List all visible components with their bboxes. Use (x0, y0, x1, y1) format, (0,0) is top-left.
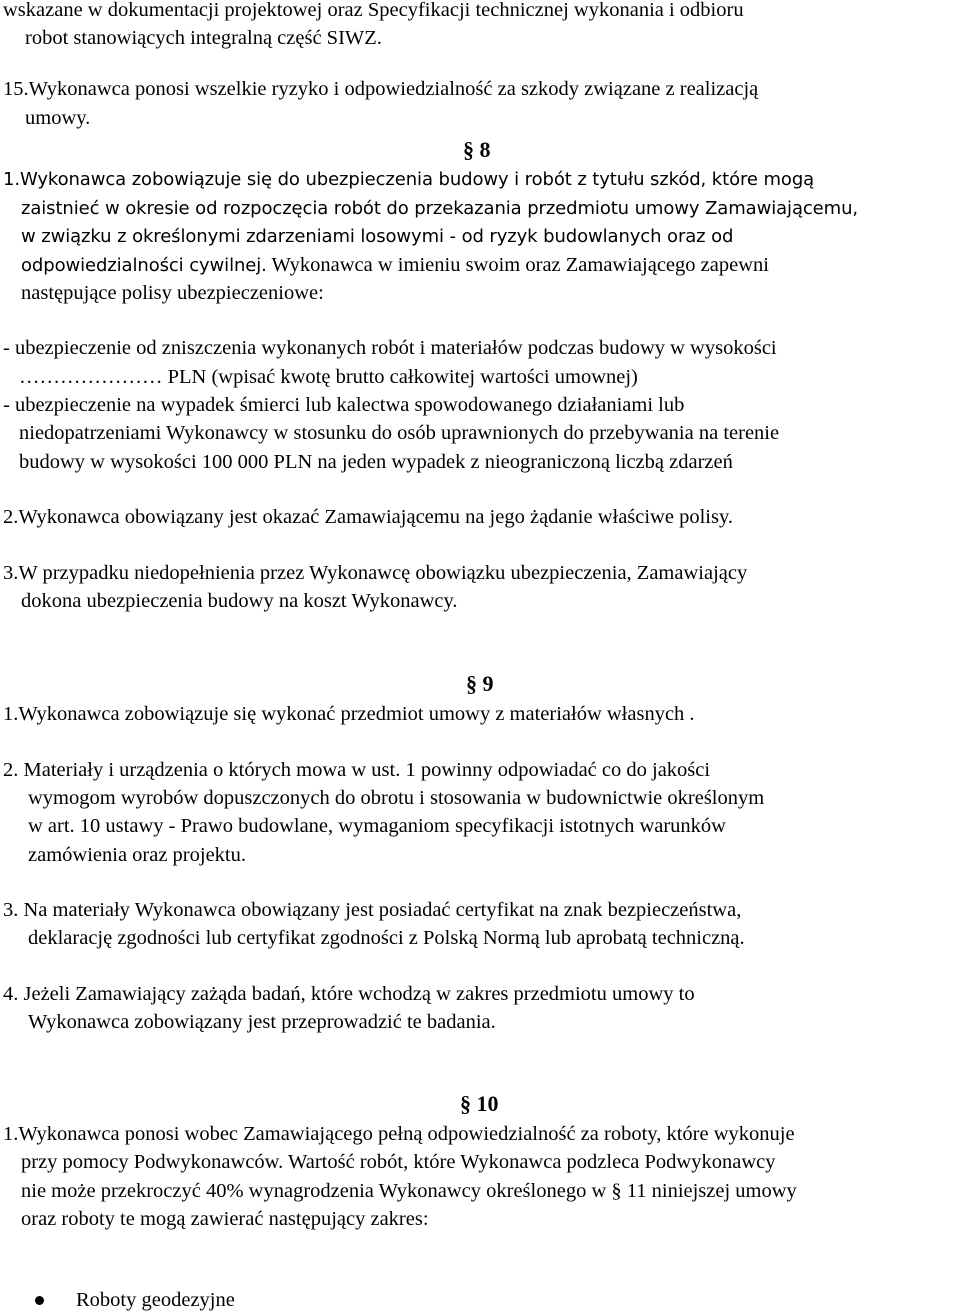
section-9-p4-line: Wykonawca zobowiązany jest przeprowadzić te badania. (28, 1011, 496, 1033)
section-9-p2-line: zamówienia oraz projektu. (28, 844, 247, 866)
section-8-p1-line-serif-part: Wykonawca w imieniu swoim oraz Zamawiającego zapewni (266, 254, 769, 276)
section-10-p1-line: przy pomocy Podwykonawców. Wartość robót, które Wykonawca podzleca Podwykonawcy (21, 1151, 776, 1173)
intro-line: wskazane w dokumentacji projektowej oraz Specyfikacji technicznej wykonania i odbioru (3, 0, 744, 21)
section-9-p3-line: 3. Na materiały Wykonawca obowiązany jest posiadać certyfikat na znak bezpieczeństwa, (3, 899, 742, 921)
intro-line: robot stanowiących integralną część SIWZ. (25, 27, 382, 49)
section-9-p3-line: deklarację zgodności lub certyfikat zgodności z Polską Normą lub aprobatą techniczną. (28, 927, 745, 949)
insurance-item-line: - ubezpieczenie od zniszczenia wykonanych robót i materiałów podczas budowy w wysokości (3, 337, 777, 359)
section-8-heading: § 8 (463, 137, 491, 162)
paragraph-15-line: umowy. (25, 107, 91, 129)
section-9-p1: 1.Wykonawca zobowiązuje się wykonać przedmiot umowy z materiałów własnych . (3, 703, 695, 725)
section-8-p1-line (21, 251, 769, 281)
section-8-p1-line: w związku z określonymi zdarzeniami losowymi - od ryzyk budowlanych oraz od (21, 226, 734, 247)
paragraph-15-line: 15.Wykonawca ponosi wszelkie ryzyko i odpowiedzialność za szkody związane z realizacją (3, 78, 759, 100)
section-8-p1-line: 1.Wykonawca zobowiązuje się do ubezpieczenia budowy i robót z tytułu szkód, które mogą (3, 169, 815, 190)
insurance-item-line: budowy w wysokości 100 000 PLN na jeden wypadek z nieograniczoną liczbą zdarzeń (19, 451, 733, 473)
section-9-p2-line: 2. Materiały i urządzenia o których mowa w ust. 1 powinny odpowiadać co do jakości (3, 759, 711, 781)
insurance-item-line: ………………… PLN (wpisać kwotę brutto całkowitej wartości umownej) (19, 366, 638, 388)
section-8-p3-line: 3.W przypadku niedopełnienia przez Wykonawcę obowiązku ubezpieczenia, Zamawiający (3, 562, 748, 584)
section-9-p2-line: w art. 10 ustawy - Prawo budowlane, wymaganiom specyfikacji istotnych warunków (28, 815, 726, 837)
section-10-p1-line: oraz roboty te mogą zawierać następujący zakres: (21, 1208, 429, 1230)
section-10-p1-line: nie może przekroczyć 40% wynagrodzenia Wykonawcy określonego w § 11 niniejszej umowy (21, 1180, 797, 1202)
section-8-p3-line: dokona ubezpieczenia budowy na koszt Wykonawcy. (21, 590, 458, 612)
list-item: Roboty geodezyjne (76, 1289, 235, 1311)
bullet-icon (35, 1296, 44, 1305)
insurance-item-line: - ubezpieczenie na wypadek śmierci lub kalectwa spowodowanego działaniami lub (3, 394, 685, 416)
section-8-p2: 2.Wykonawca obowiązany jest okazać Zamawiającemu na jego żądanie właściwe polisy. (3, 506, 734, 528)
section-8-p1-line-sans-part: odpowiedzialności cywilnej. (21, 255, 267, 276)
section-8-p1-line: następujące polisy ubezpieczeniowe: (21, 282, 324, 304)
section-8-p1-line: zaistnieć w okresie od rozpoczęcia robót do przekazania przedmiotu umowy Zamawiającemu, (21, 198, 859, 219)
section-9-p2-line: wymogom wyrobów dopuszczonych do obrotu i stosowania w budownictwie określonym (28, 787, 765, 809)
section-10-p1-line: 1.Wykonawca ponosi wobec Zamawiającego pełną odpowiedzialność za roboty, które wykonuje (3, 1123, 795, 1145)
section-9-p4-line: 4. Jeżeli Zamawiający zażąda badań, które wchodzą w zakres przedmiotu umowy to (3, 983, 695, 1005)
section-10-heading: § 10 (460, 1091, 499, 1116)
insurance-item-line: niedopatrzeniami Wykonawcy w stosunku do osób uprawnionych do przebywania na terenie (19, 422, 780, 444)
section-9-heading: § 9 (466, 671, 494, 696)
